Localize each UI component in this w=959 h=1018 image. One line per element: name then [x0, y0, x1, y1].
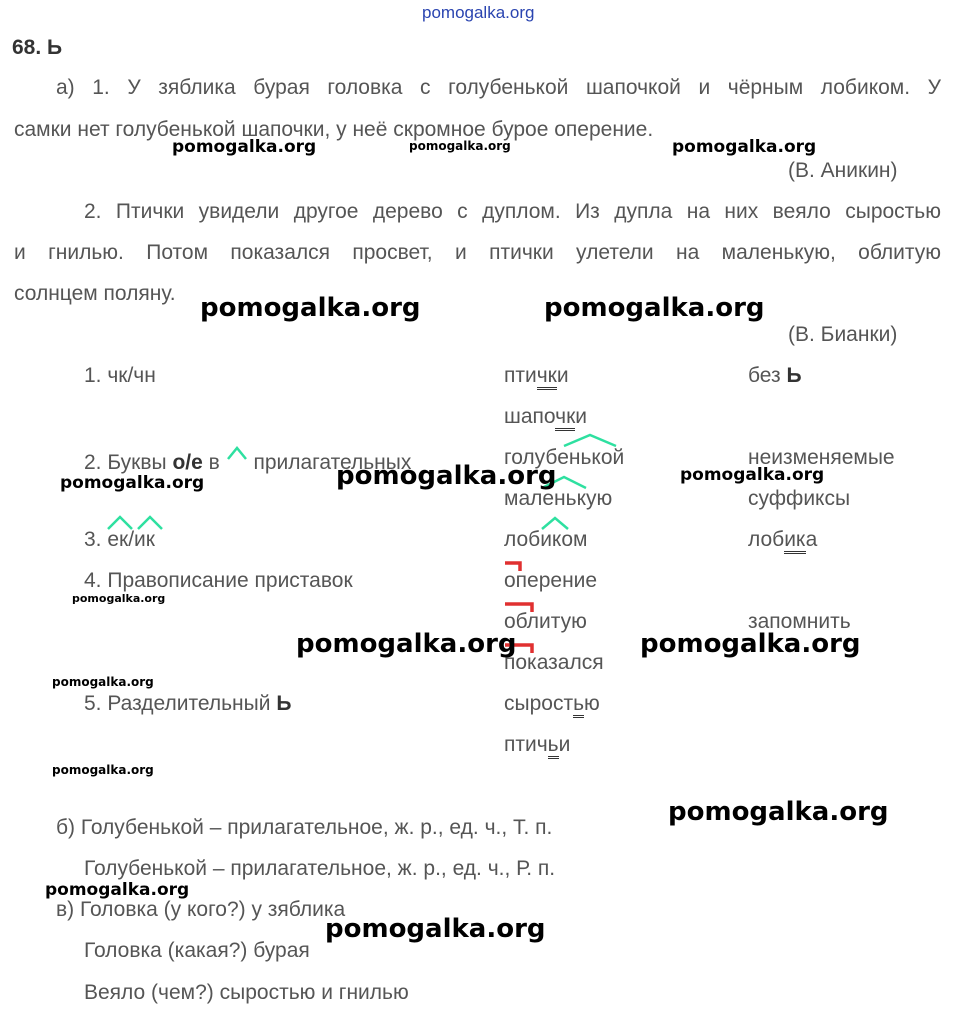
note-zapomnit: запомнить — [748, 610, 851, 633]
suffix-arc-icon — [540, 515, 570, 531]
note-neizmenyaemye: неизменяемые — [748, 446, 895, 469]
part-b-line-1: б) Голубенькой – прилагательное, ж. р., ед. ч., Т. п. — [56, 816, 553, 839]
word-ptichki: птички — [504, 363, 569, 389]
stress-mark-icon — [226, 445, 248, 476]
word-operenie: оперение — [504, 569, 598, 592]
word-oblituyu: облитую — [504, 610, 587, 633]
note-bez-myagkogo: без Ь — [748, 364, 802, 387]
word-golubenkoy: голубенькой — [504, 446, 625, 469]
watermark: pomogalka.org — [52, 675, 154, 689]
watermark: pomogalka.org — [325, 914, 546, 944]
rule-2-prefix: 2. Буквы — [84, 451, 173, 474]
watermark: pomogalka.org — [336, 461, 557, 491]
exercise-number: 68. Ь — [12, 36, 63, 59]
rule-2-suffix: прилагательных — [247, 451, 412, 474]
part-v-line-3: Веяло (чем?) сыростью и гнилью — [84, 981, 409, 1004]
paragraph-1-line-1: а) 1. У зяблика бурая головка с голубенькой шапочкой и чёрным лобиком. У — [56, 76, 941, 99]
word-malenkuyu: маленькую — [504, 487, 613, 510]
watermark: pomogalka.org — [640, 629, 861, 659]
author-1: (В. Аникин) — [788, 159, 898, 182]
rule-2-bold: о/е — [172, 451, 203, 474]
prefix-mark-icon — [502, 600, 536, 614]
part-v-line-2: Головка (какая?) бурая — [84, 939, 310, 962]
author-2: (В. Бианки) — [788, 323, 898, 346]
rule-1: 1. чк/чн — [84, 364, 156, 387]
rule-5 — [84, 691, 291, 717]
paragraph-2-line-3: солнцем поляну. — [14, 282, 176, 305]
watermark: pomogalka.org — [680, 465, 825, 485]
watermark: pomogalka.org — [45, 880, 190, 900]
note-lobika: лобика — [748, 527, 817, 553]
watermark-top: pomogalka.org — [422, 3, 535, 22]
suffix-arc-icon — [562, 432, 618, 448]
rule-3: 3. ек/ик — [84, 528, 155, 551]
watermark: pomogalka.org — [172, 137, 317, 157]
word-ptichi: птичьи — [504, 732, 570, 758]
rule-4: 4. Правописание приставок — [84, 569, 353, 592]
watermark: pomogalka.org — [409, 139, 511, 153]
watermark: pomogalka.org — [72, 592, 166, 605]
paragraph-2-line-1: 2. Птички увидели другое дерево с дуплом. Из дупла на них веяло сыростью — [84, 200, 941, 223]
part-b-line-2: Голубенькой – прилагательное, ж. р., ед. ч., Р. п. — [84, 857, 556, 880]
word-lobikom: лобиком — [504, 528, 588, 551]
suffix-arc-icon — [106, 514, 166, 532]
watermark: pomogalka.org — [296, 629, 517, 659]
watermark: pomogalka.org — [668, 797, 889, 827]
watermark: pomogalka.org — [52, 763, 154, 777]
note-suffiksy: суффиксы — [748, 487, 851, 510]
rule-5-bold: Ь — [276, 692, 292, 715]
watermark: pomogalka.org — [200, 293, 421, 323]
word-syrostyu: сыростью — [504, 691, 600, 717]
rule-5-prefix: 5. Разделительный — [84, 692, 277, 715]
prefix-mark-icon — [502, 559, 524, 573]
paragraph-1-line-2: самки нет голубенькой шапочки, у неё скромное бурое оперение. — [14, 118, 654, 141]
watermark: pomogalka.org — [672, 137, 817, 157]
word-shapochki: шапочки — [504, 404, 587, 430]
paragraph-2-line-2: и гнилью. Потом показался просвет, и птички улетели на маленькую, облитую — [14, 241, 941, 264]
watermark: pomogalka.org — [60, 473, 205, 493]
rule-2-mid: в — [202, 451, 226, 474]
word-pokazalsya: показался — [504, 651, 604, 674]
part-v-line-1: в) Головка (у кого?) у зяблика — [56, 898, 346, 921]
watermark: pomogalka.org — [544, 293, 765, 323]
